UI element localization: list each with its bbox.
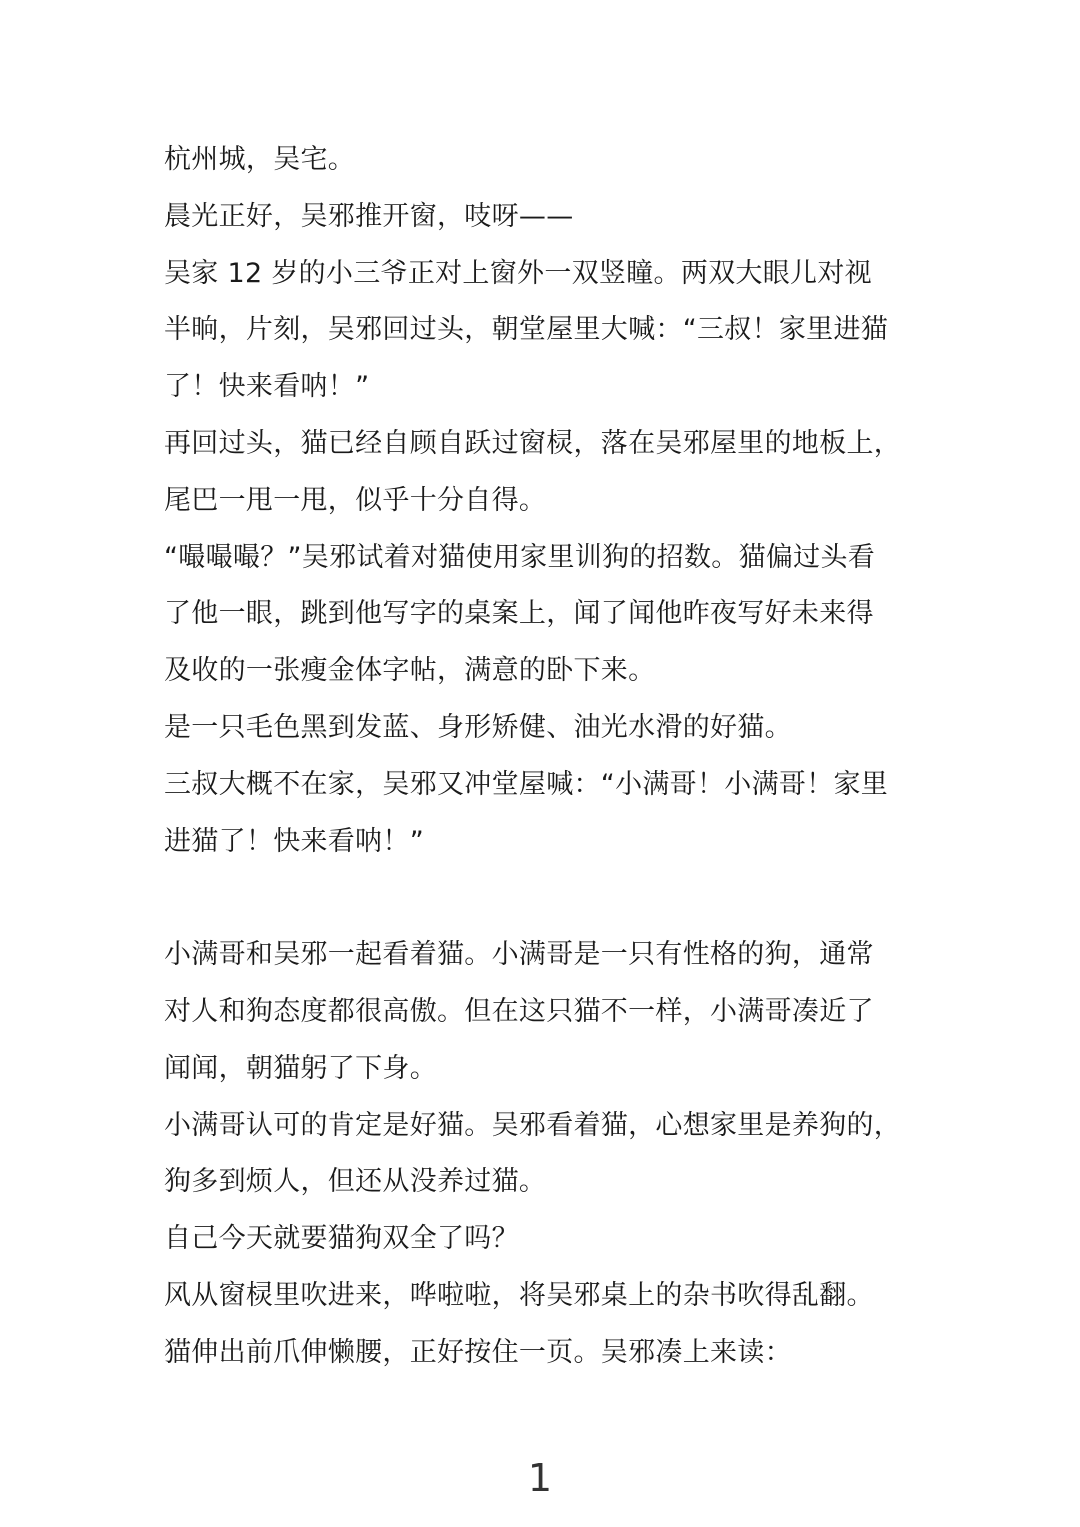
text-line: 及收的一张瘦金体字帖，满意的卧下来。 — [164, 655, 656, 687]
text-line: 了他一眼，跳到他写字的桌案上，闻了闻他昨夜写好未来得 — [164, 598, 874, 630]
text-line: 闻闻，朝猫躬了下身。 — [164, 1052, 437, 1084]
body-text — [164, 132, 924, 1382]
text-line: 吴家 12 岁的小三爷正对上窗外一双竖瞳。两双大眼儿对视 — [164, 257, 872, 289]
text-line: 自己今天就要猫狗双全了吗？ — [164, 1223, 519, 1255]
text-line: 进猫了！快来看呐！” — [164, 825, 424, 857]
text-line: 小满哥认可的肯定是好猫。吴邪看着猫，心想家里是养狗的， — [164, 1109, 902, 1141]
text-line: 晨光正好，吴邪推开窗，吱呀—— — [164, 200, 574, 232]
text-line: 三叔大概不在家，吴邪又冲堂屋喊：“小满哥！小满哥！家里 — [164, 768, 889, 800]
text-line: 小满哥和吴邪一起看着猫。小满哥是一只有性格的狗，通常 — [164, 939, 874, 971]
text-line: 猫伸出前爪伸懒腰，正好按住一页。吴邪凑上来读： — [164, 1336, 792, 1368]
page-number: 1 — [527, 1456, 553, 1500]
text-line: 风从窗棂里吹进来，哗啦啦，将吴邪桌上的杂书吹得乱翻。 — [164, 1279, 874, 1311]
text-line: 再回过头，猫已经自顾自跃过窗棂，落在吴邪屋里的地板上， — [164, 427, 902, 459]
text-line: 杭州城，吴宅。 — [164, 144, 356, 175]
text-line: 半晌，片刻，吴邪回过头，朝堂屋里大喊：“三叔！家里进猫 — [164, 314, 889, 346]
text-line: “嘬嘬嘬？”吴邪试着对猫使用家里训狗的招数。猫偏过头看 — [164, 541, 876, 573]
text-line: 尾巴一甩一甩，似乎十分自得。 — [164, 484, 547, 516]
text-line: 了！快来看呐！” — [164, 371, 370, 403]
paragraph-gap — [164, 870, 924, 927]
text-line: 狗多到烦人，但还从没养过猫。 — [164, 1166, 547, 1198]
text-line: 是一只毛色黑到发蓝、身形矫健、油光水滑的好猫。 — [164, 711, 792, 743]
text-line: 对人和狗态度都很高傲。但在这只猫不一样，小满哥凑近了 — [164, 995, 874, 1027]
